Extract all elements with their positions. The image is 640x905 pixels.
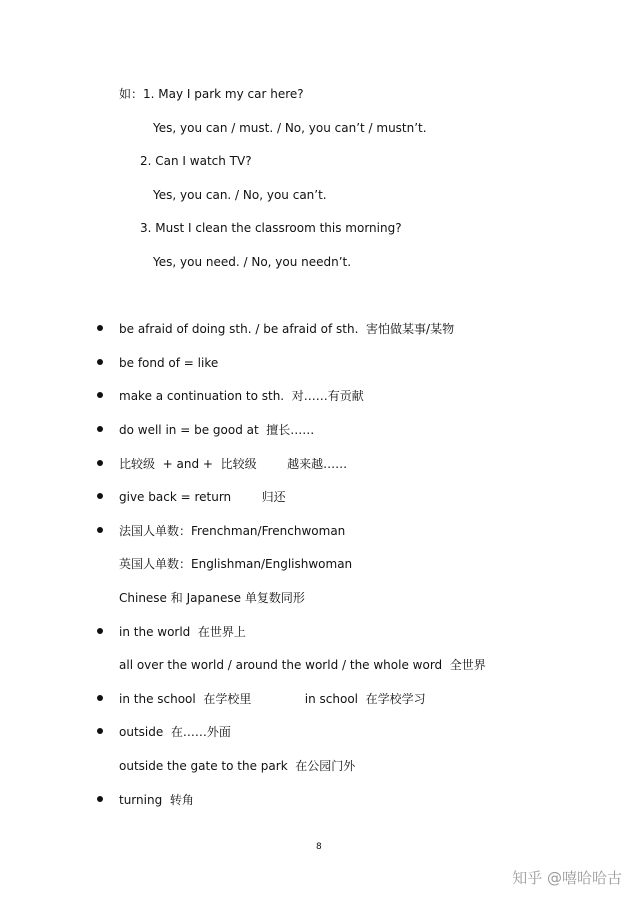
bullet-dot xyxy=(97,493,103,499)
list-item: turning 转角 xyxy=(119,793,194,807)
bullet-dot xyxy=(97,392,103,398)
list-item: be fond of = like xyxy=(119,356,219,370)
example-question-3: 3. Must I clean the classroom this morning? xyxy=(140,221,402,235)
watermark: 知乎 @嘻哈哈古 xyxy=(512,869,622,887)
page-number: 8 xyxy=(316,842,322,852)
bullet-dot xyxy=(97,695,103,701)
list-item: outside 在……外面 xyxy=(119,725,231,739)
list-item-continuation: all over the world / around the world / the whole word 全世界 xyxy=(119,658,486,672)
list-item: give back = return 归还 xyxy=(119,490,286,504)
list-item: do well in = be good at 擅长…… xyxy=(119,423,315,437)
bullet-dot xyxy=(97,527,103,533)
list-item-continuation: outside the gate to the park 在公园门外 xyxy=(119,759,356,773)
bullet-dot xyxy=(97,796,103,802)
example-question-2: 2. Can I watch TV? xyxy=(140,154,252,168)
example-answer-1: Yes, you can / must. / No, you can’t / mustn’t. xyxy=(153,121,427,135)
list-item: make a continuation to sth. 对……有贡献 xyxy=(119,389,364,403)
bullet-dot xyxy=(97,359,103,365)
list-item-continuation: Chinese 和 Japanese 单复数同形 xyxy=(119,591,305,605)
bullet-dot xyxy=(97,325,103,331)
list-item: be afraid of doing sth. / be afraid of sth. 害怕做某事/某物 xyxy=(119,322,455,336)
bullet-dot xyxy=(97,728,103,734)
example-answer-2: Yes, you can. / No, you can’t. xyxy=(153,188,327,202)
bullet-dot xyxy=(97,426,103,432)
list-item: in the world 在世界上 xyxy=(119,625,246,639)
list-item: 法国人单数：Frenchman/Frenchwoman xyxy=(119,524,346,538)
example-answer-3: Yes, you need. / No, you needn’t. xyxy=(153,255,352,269)
list-item-continuation: 英国人单数：Englishman/Englishwoman xyxy=(119,557,353,571)
example-question-1: 如：1. May I park my car here? xyxy=(119,87,304,101)
list-item: in the school 在学校里 in school 在学校学习 xyxy=(119,692,426,706)
list-item: 比较级 + and + 比较级 越来越…… xyxy=(119,457,348,471)
bullet-dot xyxy=(97,628,103,634)
bullet-dot xyxy=(97,460,103,466)
